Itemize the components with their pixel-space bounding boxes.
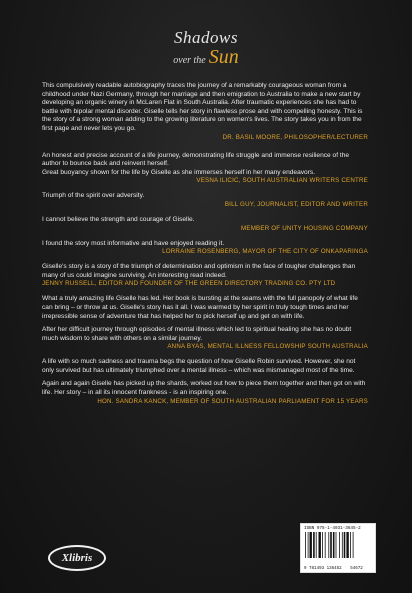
title-sun: Sun [208, 46, 239, 68]
barcode-digits: 9 781493 136452 [304, 567, 342, 571]
barcode-bar [350, 532, 351, 558]
review-paragraph: A life with so much sadness and trauma begs the question of how Giselle Robin survived. However, she not only survived but has ultimately triumphed over a mental illness – which was mismanaged most of the time. [42, 358, 356, 374]
blurb-attribution: DR. BASIL MOORE, PHILOSOPHER/LECTURER [222, 133, 368, 141]
title-line-1: Shadows [174, 28, 238, 47]
review-paragraph: I cannot believe the strength and courage of Giselle. [42, 215, 195, 223]
review-attribution: LORRAINE ROSENBERG, MAYOR OF THE CITY OF ONKAPARINGA [162, 248, 368, 256]
barcode-bar [319, 532, 321, 558]
barcode-number [304, 567, 363, 571]
review-paragraph: What a truly amazing life Giselle has led. Her book is bursting at the seams with the full panopoly of what life can bring – or throw at us. Giselle's story has it all. I was warmed by her spirit in truly tough times and her irrepressible sense of adventure that has helped her to pick herself up and get on with life. [42, 295, 358, 320]
review-attribution: HON. SANDRA KANCK, MEMBER OF SOUTH AUSTRALIAN PARLIAMENT FOR 15 YEARS [97, 397, 368, 405]
barcode-bar [330, 532, 332, 558]
barcode-bar [308, 532, 309, 558]
review-6 [42, 295, 368, 351]
blurb-paragraph: This compulsively readable autobiography traces the journey of a remarkably courageous woman from a childhood under Nazi Germany, through her marriage and then emigration to Australia to make a new start by developing an organic winery in McLaren Flat in South Australia. After traumatic experiences she has had to battle with bipolar mental disorder. Giselle tells her story in flawless prose and with compelling honesty. This is the story of a strong woman adding to the growing literature on women's lives. The story takes you in from the first page and never lets you go. [42, 82, 363, 132]
blurb-area [42, 82, 368, 406]
barcode-bars [305, 532, 371, 558]
barcode-bar [322, 532, 323, 558]
barcode-bar [353, 532, 354, 558]
review-paragraph: An honest and precise account of a life journey, demonstrating life struggle and immense resilience of the author to bounce back and reinvent herself. [42, 151, 350, 168]
barcode-bar [328, 532, 329, 558]
review-attribution: JENNY RUSSELL, EDITOR AND FOUNDER OF THE GREEN DIRECTORY TRADING CO. PTY LTD [42, 280, 336, 288]
barcode-bar [333, 532, 335, 558]
review-paragraph: Giselle's story is a story of the triumph of determination and optimism in the face of tougher challenges than many of us could imagine surviving. An interesting read indeed. [42, 263, 356, 279]
isbn-label: ISBN 978-1-4931-3645-2 [304, 526, 361, 531]
publisher-logo: Xlibris [48, 545, 106, 571]
review-5 [42, 263, 368, 288]
barcode-bar [305, 532, 306, 558]
barcode-bar [344, 532, 346, 558]
book-title [0, 28, 412, 69]
review-attribution: BILL GUY, JOURNALIST, EDITOR AND WRITER [224, 200, 368, 208]
review-attribution: ANNA BYAS, MENTAL ILLNESS FELLOWSHIP SOUTH AUSTRALIA [167, 343, 368, 351]
review-1 [42, 152, 368, 186]
review-paragraph: I found the story most informative and have enjoyed reading it. [42, 239, 225, 247]
barcode-bar [310, 532, 312, 558]
barcode-bar [336, 532, 337, 558]
review-2 [42, 192, 368, 209]
review-3 [42, 216, 368, 233]
review-paragraph: Again and again Giselle has picked up the shards, worked out how to piece them together and then got on with life. Her story – in all its innocent frankness - is an inspiring one. [42, 380, 366, 397]
review-paragraph: Triumph of the spirit over adversity. [42, 192, 145, 200]
review-paragraph: After her difficult journey through episodes of mental illness which led to spiritual healing she has no doubt much wisdom to share with others on a similar journey. [42, 326, 352, 342]
barcode-bar [342, 532, 343, 558]
barcode-bar [325, 532, 326, 558]
review-attribution: MEMBER OF UNITY HOUSING COMPANY [241, 224, 368, 232]
review-7 [42, 358, 368, 405]
review-paragraph: Great buoyancy shown for the life by Giselle as she immerses herself in her many endeavors. [42, 168, 316, 176]
review-4 [42, 240, 368, 257]
barcode-bar [339, 532, 340, 558]
title-over-the: over the [173, 55, 206, 66]
barcode-bar [346, 532, 348, 558]
review-attribution: VESNA ILICIC, SOUTH AUSTRALIAN WRITERS CENTRE [196, 177, 368, 185]
barcode-bar [313, 532, 315, 558]
price-code: 54672 [350, 567, 363, 571]
barcode [300, 523, 376, 573]
barcode-bar [316, 532, 317, 558]
title-line-2 [0, 46, 412, 69]
